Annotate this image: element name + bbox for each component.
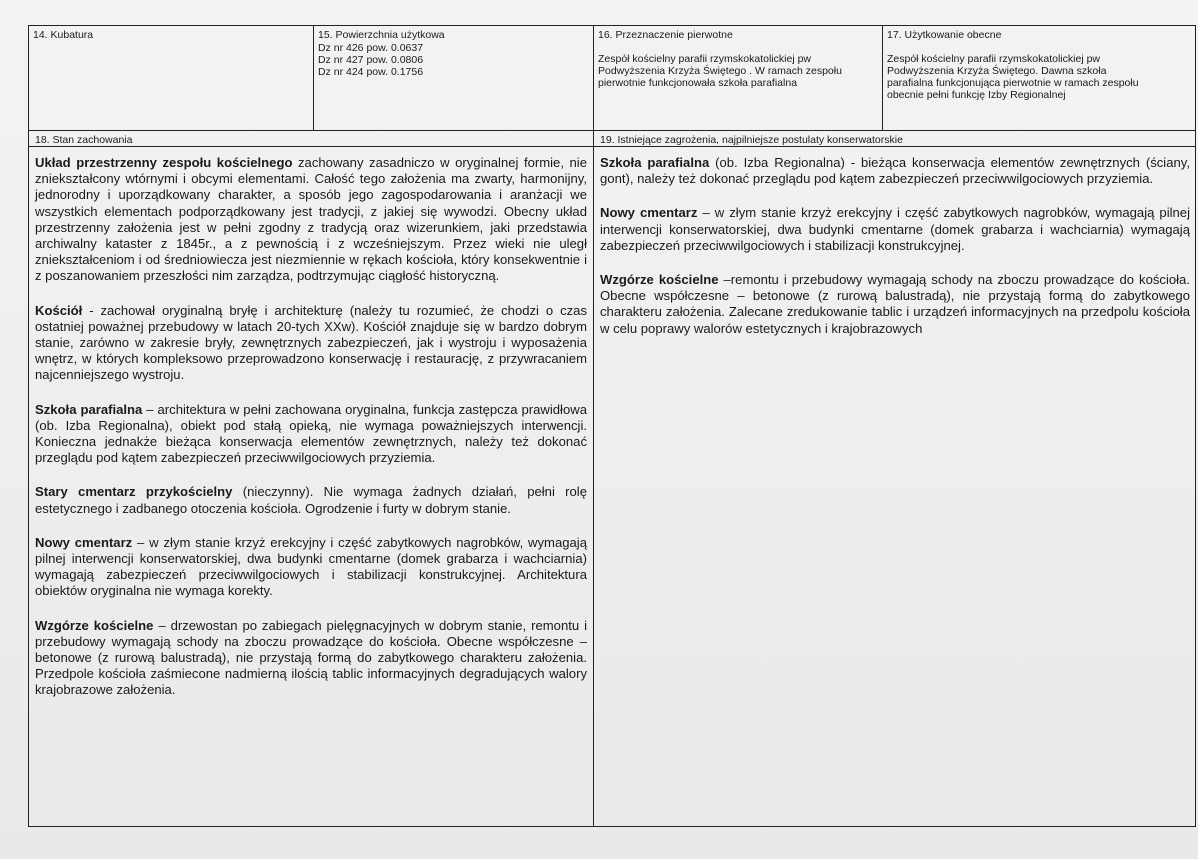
bottom-section <box>29 131 1195 826</box>
paragraph-text: (ob. Izba Regionalna) - bieżąca konserwacja elementów zewnętrznych (ściany, gont), należy też dokonać przeglądu pod kątem zabezpieczeń przeciwwilgociowych przyziemia. <box>600 155 1190 187</box>
paragraph-title: Kościół <box>35 302 83 318</box>
stan-zachowania-body <box>29 147 593 699</box>
paragraph-title: Szkoła parafialna <box>35 401 143 417</box>
kubatura-header: 14. Kubatura <box>33 29 94 41</box>
uzytkowanie-line: Podwyższenia Krzyża Świętego. Dawna szkoła <box>887 65 1107 77</box>
paragraph-title: Nowy cmentarz <box>35 534 133 550</box>
paragraph-szkola <box>35 402 587 467</box>
przeznaczenie-line: Zespół kościelny parafii rzymskokatolickiej pw <box>598 53 811 65</box>
paragraph-title: Nowy cmentarz <box>600 205 698 221</box>
paragraph-wzgorze <box>600 272 1190 337</box>
zagrozenia-column <box>594 131 1195 826</box>
powierzchnia-line: Dz nr 426 pow. 0.0637 <box>318 42 424 54</box>
przeznaczenie-line: Podwyższenia Krzyża Świętego . W ramach zespołu <box>598 65 842 77</box>
paragraph-text: –remontu i przebudowy wymagają schody na zboczu prowadzące do kościoła. Obecne współczesne – betonowe (z rurową balustradą), nie przystają formą do zabytkowego charakteru założenia. Zalecane zredukowanie tablic i urządzeń informacyjnych na przedpolu kościoła w celu poprawy walorów estetycznych i krajobrazowych <box>600 272 1190 336</box>
paragraph-kosciol <box>35 303 587 384</box>
paragraph-title: Szkoła parafialna <box>600 155 710 170</box>
zagrozenia-body <box>594 147 1195 337</box>
top-row <box>29 26 1195 131</box>
uzytkowanie-line: Zespół kościelny parafii rzymskokatolickiej pw <box>887 53 1100 65</box>
uzytkowanie-line: parafialna funkcjonująca pierwotnie w ramach zespołu <box>887 77 1139 89</box>
paragraph-uklad <box>35 155 587 285</box>
paragraph-title: Układ przestrzenny zespołu kościelnego <box>35 155 293 170</box>
przeznaczenie-header: 16. Przeznaczenie pierwotne <box>598 29 733 41</box>
paragraph-wzgorze <box>35 618 587 699</box>
przeznaczenie-cell <box>594 26 883 130</box>
powierzchnia-line: Dz nr 427 pow. 0.0806 <box>318 54 424 66</box>
powierzchnia-cell <box>314 26 594 130</box>
powierzchnia-line: Dz nr 424 pow. 0.1756 <box>318 66 424 78</box>
paragraph-text: zachowany zasadniczo w oryginalnej formie, nie zniekształcony wtórnymi i obcymi elementami. Całość tego założenia ma zwarty, harmonijny, jednorodny i uporządkowany charakter, a sposób jego zagospodarowania i aranżacji we wszystkich elementach podporządkowany jest tradycji, z jakiej się wywodzi. Obecny układ przestrzenny założenia jest w pełni zgodny z tradycją oraz wizerunkiem, jaki przedstawia archiwalny kataster z 1845r., a z pewnością i z wcześniejszym. Przez wieki nie uległ zniekształceniom i od średniowiecza jest niezmiennie w rękach kościoła, który konsekwentnie i z poszanowaniem przeszłości nim zarządza, podtrzymując ciągłość historyczną. <box>35 155 587 284</box>
paragraph-text: – w złym stanie krzyż erekcyjny i część zabytkowych nagrobków, wymagają pilnej interwencji konserwatorskiej, dwa budynki cmentarne (domek grabarza i wachciarnia) wymagają zabezpieczeń przeciwwilgociowych i stabilizacji konstrukcyjnej. Architektura obiektów oryginalna nie wymaga korekty. <box>35 534 587 599</box>
paragraph-text: – architektura w pełni zachowana oryginalna, funkcja zastępcza prawidłowa (ob. Izba Regionalna), obiekt pod stałą opieką, nie wymaga poważniejszych interwencji. Konieczna jednakże bieżąca konserwacja elementów zewnętrznych, należy też dokonać przeglądu pod kątem zabezpieczeń przeciwwilgociowych przyziemia. <box>35 401 587 466</box>
form-table <box>28 25 1196 827</box>
powierzchnia-header: 15. Powierzchnia użytkowa <box>318 29 445 41</box>
paragraph-nowy-cmentarz <box>600 205 1190 254</box>
uzytkowanie-cell <box>883 26 1195 130</box>
przeznaczenie-line: pierwotnie funkcjonowała szkoła parafialna <box>598 77 798 89</box>
stan-zachowania-column <box>29 131 594 826</box>
paragraph-text: - zachował oryginalną bryłę i architekturę (należy tu rozumieć, że chodzi o czas ostatniej poważnej przebudowy w latach 20-tych XXw). Kościół znajduje się w bardzo dobrym stanie, zarówno w zakresie bryły, zewnętrznych zabezpieczeń, jak i wystroju i wyposażenia wnętrz, w których kompleksowo przeprowadzono konserwację i restaurację, z przywracaniem najcenniejszego wystroju. <box>35 302 587 383</box>
uzytkowanie-header: 17. Użytkowanie obecne <box>887 29 1002 41</box>
paragraph-title: Stary cmentarz przykościelny <box>35 484 233 500</box>
paragraph-szkola <box>600 155 1190 187</box>
paragraph-text: – drzewostan po zabiegach pielęgnacyjnych w dobrym stanie, remontu i przebudowy wymagają schody na zboczu prowadzące do kościoła. Obecne współczesne – betonowe (z rurową balustradą), nie przystają formą do zabytkowego charakteru założenia. Przedpole kościoła zaśmiecone nadmierną ilością tablic informacyjnych degradujących walory krajobrazowe założenia. <box>35 617 587 698</box>
paragraph-stary-cmentarz <box>35 484 587 516</box>
kubatura-cell <box>29 26 314 130</box>
paragraph-nowy-cmentarz <box>35 535 587 600</box>
paragraph-title: Wzgórze kościelne <box>35 617 154 633</box>
paragraph-text: (nieczynny). Nie wymaga żadnych działań, pełni rolę estetycznego i zadbanego otoczenia kościoła. Ogrodzenie i furty w dobrym stanie. <box>35 484 587 516</box>
paragraph-title: Wzgórze kościelne <box>600 272 719 288</box>
uzytkowanie-line: obecnie pełni funkcję Izby Regionalnej <box>887 89 1066 101</box>
paragraph-text: – w złym stanie krzyż erekcyjny i część zabytkowych nagrobków, wymagają pilnej interwencji konserwatorskiej, dwa budynki cmentarne (domek grabarza i wachciarnia) wymagają zabezpieczeń przeciwwilgociowych i stabilizacji konstrukcyjnej. <box>600 205 1190 253</box>
stan-zachowania-header: 18. Stan zachowania <box>29 131 593 147</box>
zagrozenia-header: 19. Istniejące zagrożenia, najpilniejsze postulaty konserwatorskie <box>594 131 1195 147</box>
